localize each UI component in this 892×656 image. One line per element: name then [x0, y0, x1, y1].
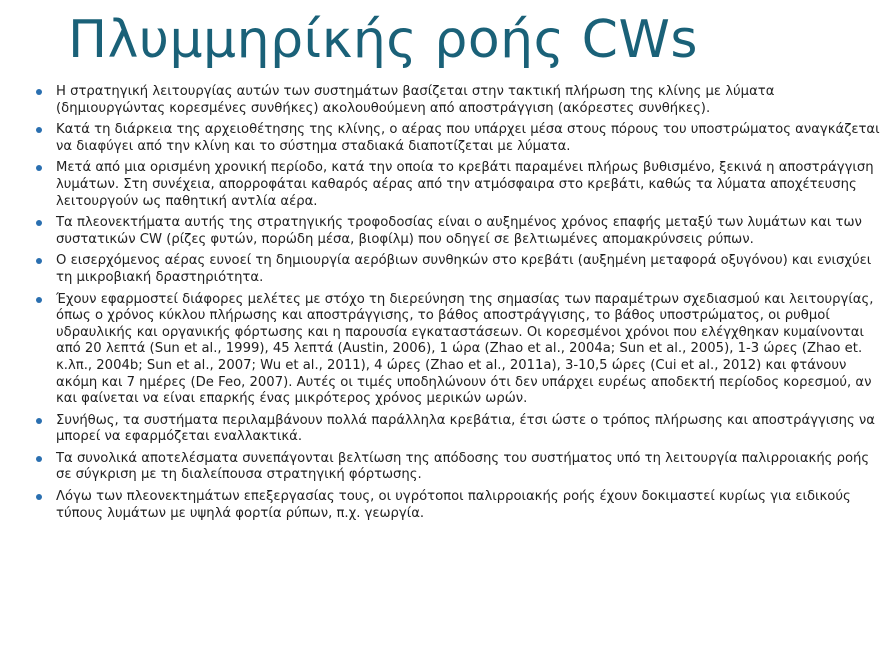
slide-title: Πλυμμηρίκής ροής CWs	[68, 10, 698, 70]
bullet-text: Λόγω των πλεονεκτημάτων επεξεργασίας τους, οι υγρότοποι παλιρροιακής ροής έχουν δοκιμαστεί κυρίως για ειδικούς τύπους λυμάτων με υψηλά φορτία ρύπων, π.χ. γεωργία.	[56, 489, 851, 521]
bullet-item	[36, 253, 882, 286]
bullet-dot-icon	[36, 220, 42, 226]
bullet-text: Η στρατηγική λειτουργίας αυτών των συστημάτων βασίζεται στην τακτική πλήρωση της κλίνης με λύματα (δημιουργώντας κορεσμένες συνθήκες) ακολουθούμενη από αποστράγγιση (ακόρεστες συνθήκες).	[56, 84, 775, 116]
bullet-dot-icon	[36, 127, 42, 133]
bullet-dot-icon	[36, 494, 42, 500]
bullet-item	[36, 84, 882, 117]
bullet-item	[36, 413, 882, 446]
bullet-text: Κατά τη διάρκεια της αρχειοθέτησης της κλίνης, ο αέρας που υπάρχει μέσα στους πόρους του υποστρώματος αναγκάζεται να διαφύγει από την κλίνη και το σύστημα σταδιακά διαποτίζεται με λύματα.	[56, 122, 880, 154]
bullet-text: Τα συνολικά αποτελέσματα συνεπάγονται βελτίωση της απόδοσης του συστήματος υπό τη λειτουργία παλιρροιακής ροής σε σύγκριση με τη διαλείπουσα στρατηγική φόρτωσης.	[56, 450, 870, 483]
bullet-item	[36, 489, 882, 522]
bullet-item	[36, 160, 882, 210]
bullet-list	[36, 84, 882, 527]
bullet-dot-icon	[36, 297, 42, 303]
bullet-text: Συνήθως, τα συστήματα περιλαμβάνουν πολλά παράλληλα κρεβάτια, έτσι ώστε ο τρόπος πλήρωσης και αποστράγγισης να μπορεί να εφαρμόζεται εναλλακτικά.	[56, 412, 875, 445]
bullet-item	[36, 292, 882, 408]
bullet-dot-icon	[36, 418, 42, 424]
bullet-dot-icon	[36, 258, 42, 264]
bullet-text: Ο εισερχόμενος αέρας ευνοεί τη δημιουργία αερόβιων συνθηκών στο κρεβάτι (αυξημένη μεταφορά οξυγόνου) και ενισχύει τη μικροβιακή δραστηριότητα.	[56, 253, 872, 285]
bullet-item	[36, 122, 882, 155]
bullet-text: Τα πλεονεκτήματα αυτής της στρατηγικής τροφοδοσίας είναι ο αυξημένος χρόνος επαφής μεταξύ των λυμάτων και των συστατικών CW (ρίζες φυτών, πορώδη μέσα, βιοφίλμ) που οδηγεί σε βελτιωμένες απομακρύνσεις ρύπων.	[56, 215, 862, 247]
bullet-item	[36, 215, 882, 248]
bullet-text: Μετά από μια ορισμένη χρονική περίοδο, κατά την οποία το κρεβάτι παραμένει πλήρως βυθισμένο, ξεκινά η αποστράγγιση λυμάτων. Στη συνέχεια, απορροφάται καθαρός αέρας από την ατμόσφαιρα στο κρεβάτι, καθώς τα λύματα αποχέτευσης λειτουργούν ως παθητική αντλία αέρα.	[56, 160, 874, 209]
bullet-text: Έχουν εφαρμοστεί διάφορες μελέτες με στόχο τη διερεύνηση της σημασίας των παραμέτρων σχεδιασμού και λειτουργίας, όπως ο χρόνος κύκλου πλήρωσης και αποστράγγισης, το βάθος αποστράγγισης, το βάθος υποστρώματος, οι ρυθμοί υδραυλικής και οργανικής φόρτωσης και η παρουσία εγκαταστάσεων. Οι κορεσμένοι χρόνοι που ελέγχθηκαν κυμαίνονται από 20 λεπτά (Sun et al., 1999), 45 λεπτά (Austin, 2006), 1 ώρα (Zhao et al., 2004a; Sun et al., 2005), 1-3 ώρες (Zhao et. κ.λπ., 2004b; Sun et al., 2007; Wu et al., 2011), 4 ώρες (Zhao et al., 2011a), 3-10,5 ώρες (Cui et al., 2012) και φτάνουν ακόμη και 7 ημέρες (De Feo, 2007). Αυτές οι τιμές υποδηλώνουν ότι δεν υπάρχει ευρέως αποδεκτή περίοδος κορεσμού, αν και φαίνεται να είναι επαρκής ένας μικρότερος χρόνος μερικών ωρών.	[56, 291, 874, 407]
bullet-dot-icon	[36, 89, 42, 95]
bullet-dot-icon	[36, 456, 42, 462]
bullet-item	[36, 451, 882, 484]
bullet-dot-icon	[36, 165, 42, 171]
